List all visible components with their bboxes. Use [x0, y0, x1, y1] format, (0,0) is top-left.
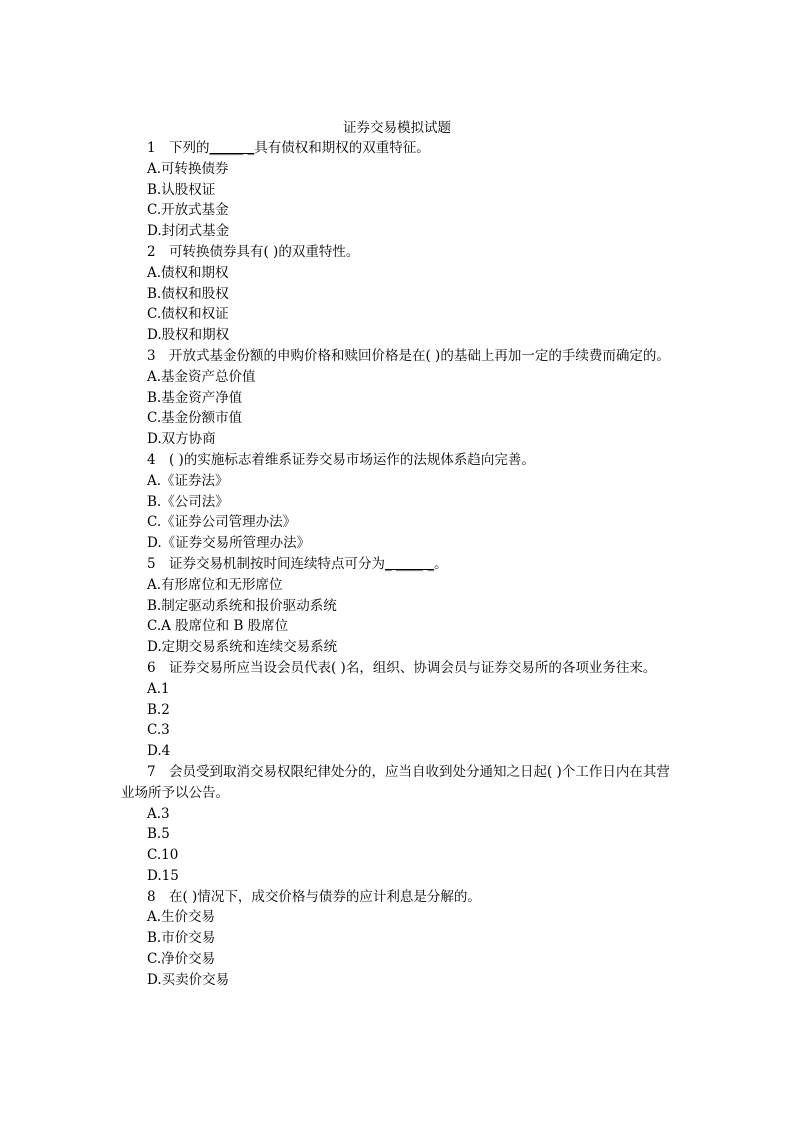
- answer-option: C.3: [147, 722, 170, 739]
- question-number: 4: [147, 451, 156, 468]
- question-text-suffix: 具有债权和期权的双重特征。: [254, 140, 430, 156]
- answer-option: D.15: [147, 867, 179, 884]
- answer-option: B.债权和股权: [147, 285, 229, 302]
- question-stem: [121, 346, 681, 367]
- question-stem: [121, 242, 681, 263]
- answer-option: D.买卖价交易: [147, 971, 230, 988]
- question-number: 3: [147, 347, 156, 364]
- question-text: 开放式基金份额的申购价格和赎回价格是在( )的基础上再加一定的手续费而确定的。: [169, 347, 670, 364]
- answer-option: A.有形席位和无形席位: [147, 576, 283, 593]
- question-text: 在( )情况下，成交价格与债券的应计利息是分解的。: [169, 888, 481, 905]
- answer-option: D.定期交易系统和连续交易系统: [147, 639, 338, 656]
- question-number: 6: [147, 659, 156, 676]
- question-number: 7: [147, 763, 156, 780]
- question-text: 证券交易所应当设会员代表( )名，组织、协调会员与证券交易所的各项业务往来。: [169, 659, 657, 676]
- question-stem: [121, 138, 681, 159]
- answer-option: C.债权和权证: [147, 306, 229, 323]
- question-stem: [121, 887, 681, 908]
- answer-option: D.股权和期权: [147, 327, 230, 344]
- question-text: 会员受到取消交易权限纪律处分的，应当自收到处分通知之日起( )个工作日内在其营业场所予以公告。: [121, 763, 670, 801]
- answer-option: A.生价交易: [147, 909, 216, 926]
- page-title: 证券交易模拟试题: [343, 120, 451, 136]
- question-block: [121, 554, 681, 658]
- answer-option: B.市价交易: [147, 930, 216, 947]
- answer-option: B.认股权证: [147, 181, 216, 198]
- question-number: 1: [147, 140, 156, 156]
- answer-blank: _ ____ _: [385, 555, 435, 572]
- answer-blank: _____ _: [209, 140, 255, 156]
- answer-option: B.基金资产净值: [147, 389, 243, 406]
- question-text: 下列的: [169, 140, 210, 156]
- question-text: 可转换债券具有( )的双重特性。: [169, 243, 360, 260]
- answer-option: B.2: [147, 701, 170, 718]
- answer-option: B.《公司法》: [147, 493, 229, 510]
- question-block: [121, 138, 681, 242]
- answer-option: B.制定驱动系统和报价驱动系统: [147, 597, 337, 614]
- answer-option: A.1: [147, 680, 170, 697]
- answer-option: A.3: [147, 805, 170, 822]
- question-stem: [121, 554, 681, 575]
- answer-option: D.《证券交易所管理办法》: [147, 535, 311, 552]
- answer-option: C.10: [147, 847, 179, 864]
- question-number: 8: [147, 888, 156, 905]
- question-stem: [121, 762, 681, 804]
- answer-option: A.债权和期权: [147, 264, 229, 281]
- answer-option: C.《证券公司管理办法》: [147, 514, 297, 531]
- question-block: [121, 450, 681, 554]
- answer-option: D.封闭式基金: [147, 223, 230, 240]
- question-block: [121, 242, 681, 346]
- answer-option: A.基金资产总价值: [147, 368, 256, 385]
- question-stem: [121, 658, 681, 679]
- question-block: [121, 887, 681, 991]
- question-text: 证券交易机制按时间连续特点可分为: [169, 555, 385, 572]
- answer-option: C.净价交易: [147, 951, 216, 968]
- answer-option: D.双方协商: [147, 431, 216, 448]
- question-text-suffix: 。: [434, 555, 448, 572]
- answer-option: B.5: [147, 826, 170, 843]
- question-text: ( )的实施标志着维系证券交易市场运作的法规体系趋向完善。: [169, 451, 535, 468]
- question-list: [121, 138, 681, 991]
- question-number: 2: [147, 243, 156, 260]
- answer-option: A.《证券法》: [147, 472, 229, 489]
- answer-option: C.A 股席位和 B 股席位: [147, 618, 289, 635]
- answer-option: D.4: [147, 743, 171, 760]
- question-block: [121, 762, 681, 887]
- answer-option: C.基金份额市值: [147, 410, 243, 427]
- answer-option: A.可转换债券: [147, 160, 229, 177]
- question-block: [121, 346, 681, 450]
- answer-option: C.开放式基金: [147, 202, 229, 219]
- question-stem: [121, 450, 681, 471]
- question-block: [121, 658, 681, 762]
- question-number: 5: [147, 555, 156, 572]
